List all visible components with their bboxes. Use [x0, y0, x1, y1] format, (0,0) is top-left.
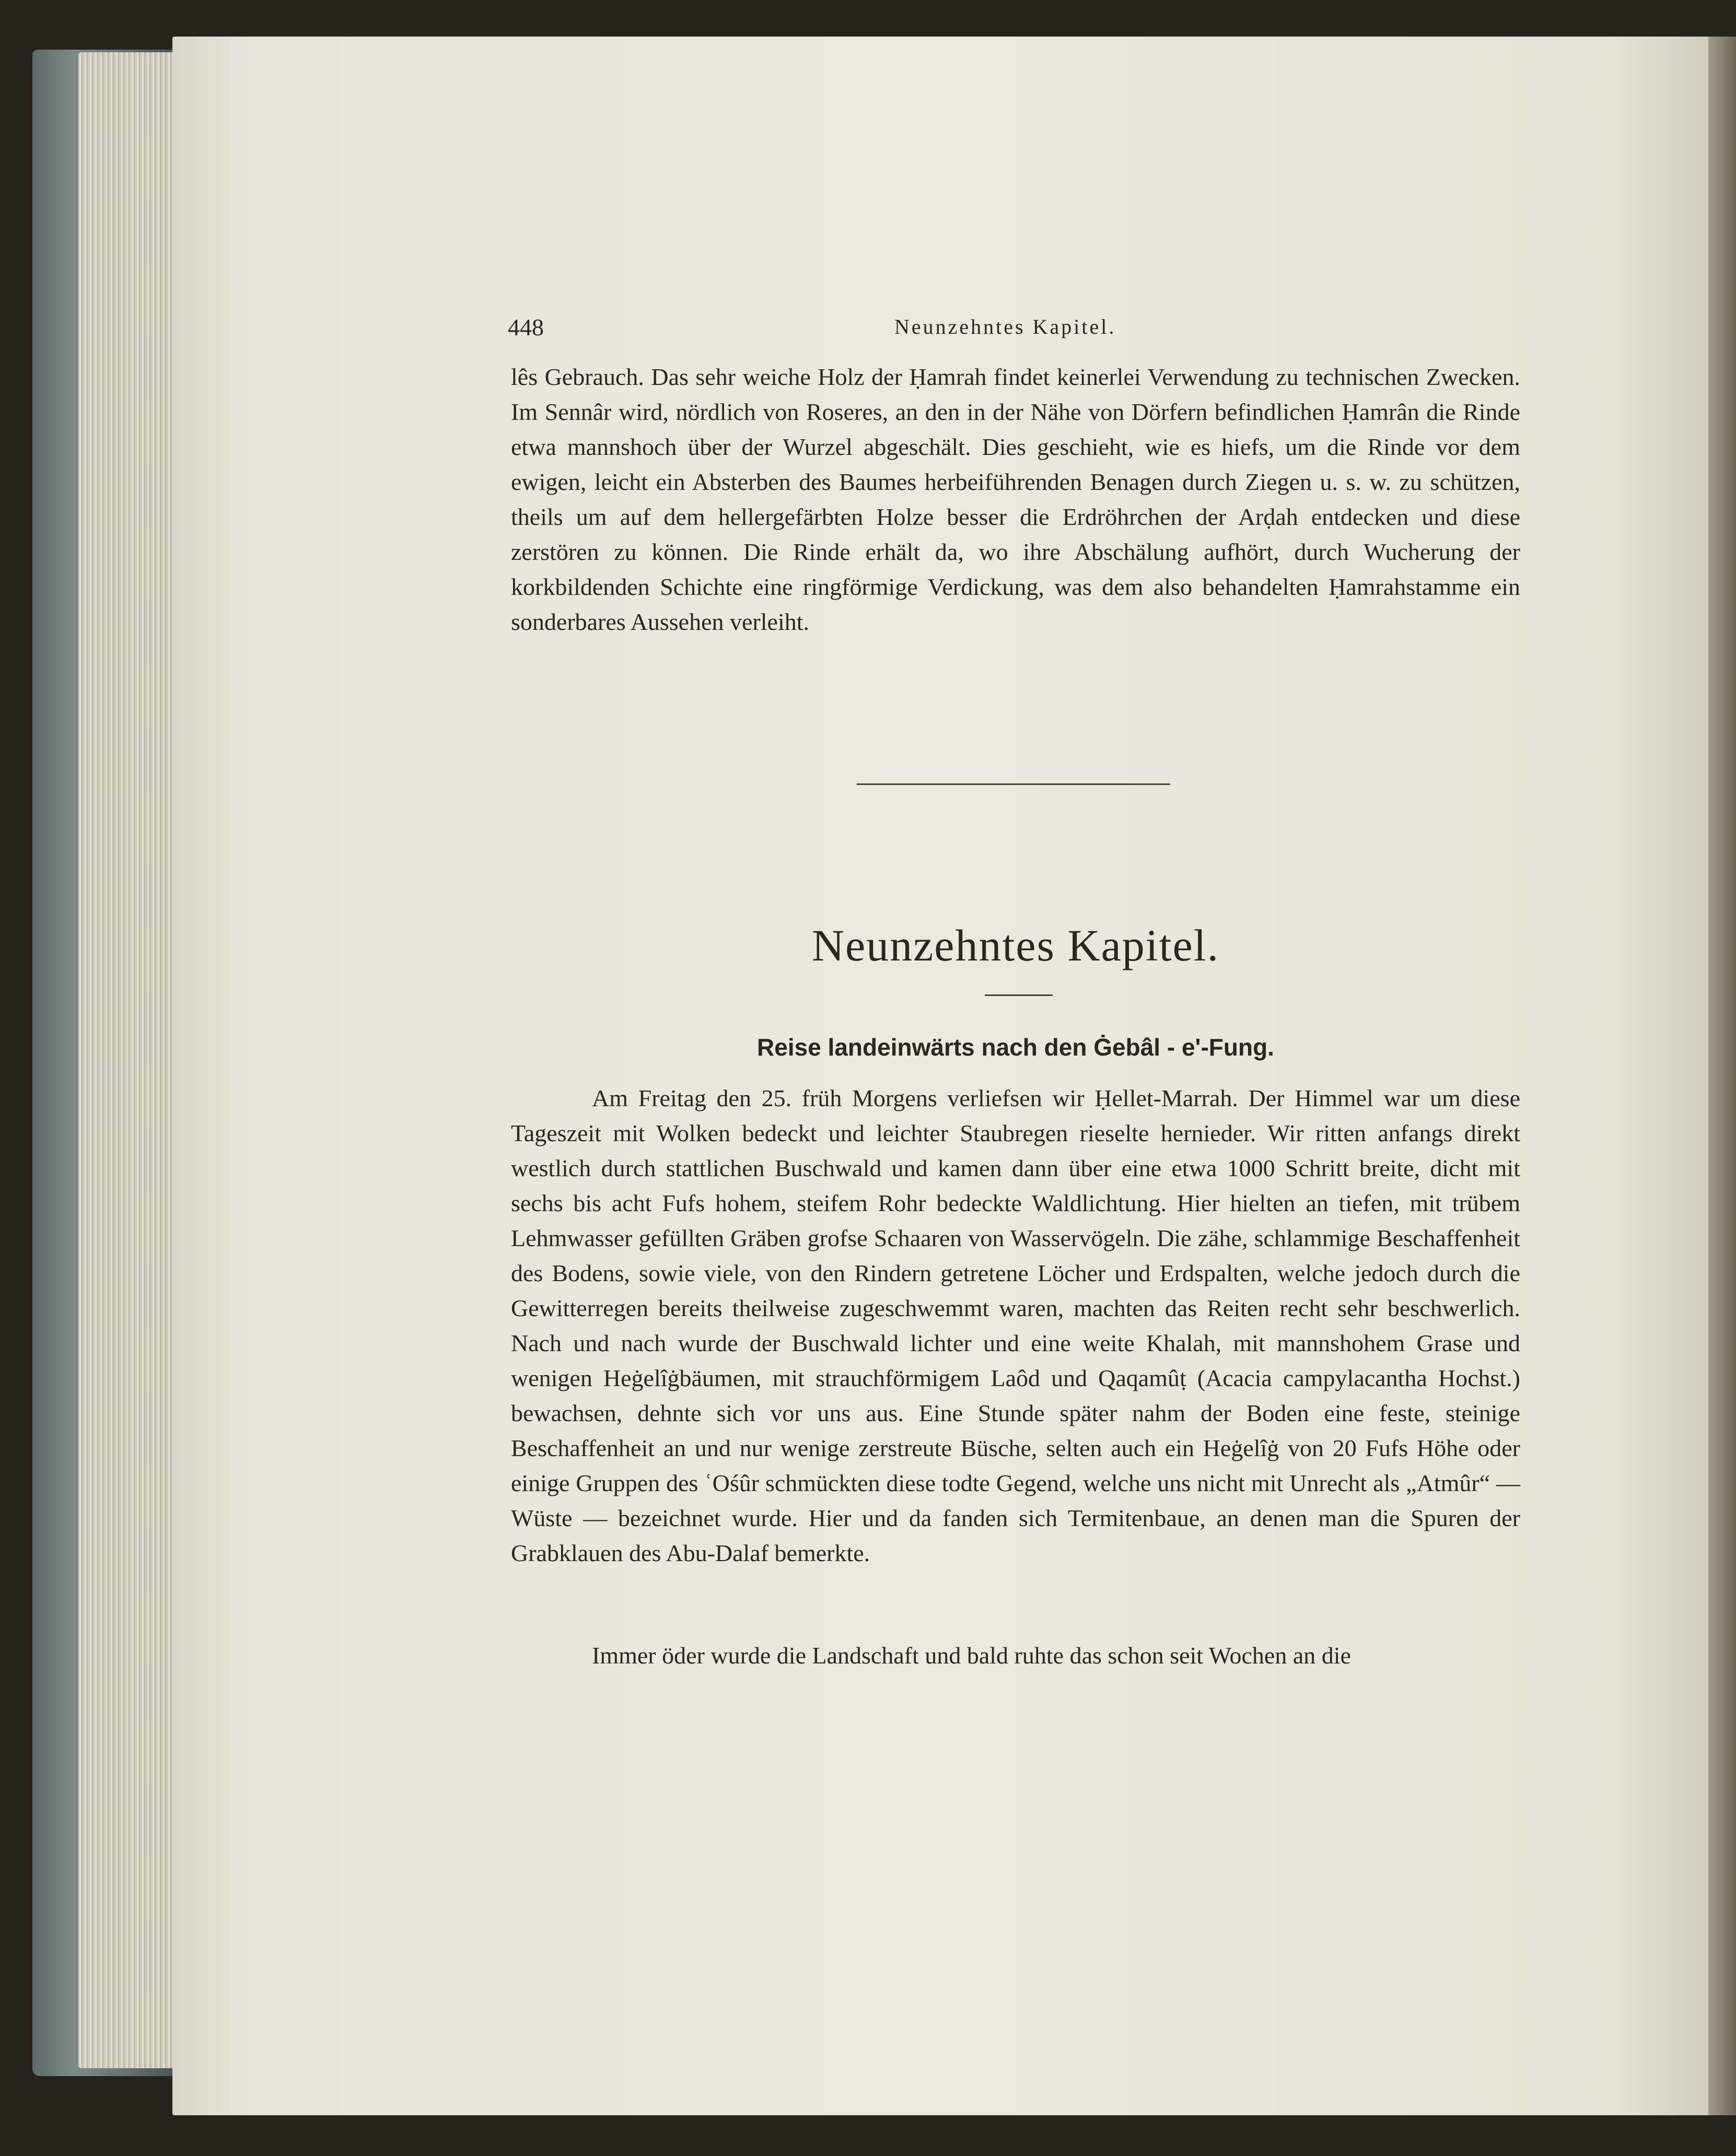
paragraph-text: Am Freitag den 25. früh Morgens verliefsen wir Ḥellet-Marrah. Der Himmel war um diese Tageszeit mit Wolken bedeckt und leichter Staubregen rieselte hernieder. Wir ritten anfangs direkt westlich durch stattlichen Buschwald und kamen dann über eine etwa 1000 Schritt breite, dicht mit sechs bis acht Fufs hohem, steifem Rohr bedeckte Waldlichtung. Hier hielten an tiefen, mit trübem Lehmwasser gefüllten Gräben grofse Schaaren von Wasservögeln. Die zähe, schlammige Beschaffenheit des Bodens, sowie viele, von den Rindern getretene Löcher und Erdspalten, welche jedoch durch die Gewitterregen bereits theilweise zugeschwemmt waren, machten das Reiten recht sehr beschwerlich. Nach und nach wurde der Buschwald lichter und eine weite Khalah, mit mannshohem Grase und wenigen Heġelîġbäumen, mit strauchförmigem Laôd und Qaqamûṭ (Acacia campylacantha Hochst.) bewachsen, dehnte sich vor uns aus. Eine Stunde später nahm der Boden eine feste, steinige Beschaffenheit an und nur wenige zerstreute Büsche, selten auch ein Heġelîġ von 20 Fufs Höhe oder einige Gruppen des ʿOśûr schmückten diese todte Gegend, welche uns nicht mit Unrecht als „Atmûr“ — Wüste — bezeichnet wurde. Hier und da fanden sich Termitenbaue, an denen man die Spuren der Grabklauen des Abu-Dalaf bemerkte.: [511, 1085, 1520, 1566]
paragraph: [511, 1081, 1520, 1571]
paragraph-text: Immer öder wurde die Landschaft und bald ruhte das schon seit Wochen an die: [592, 1642, 1351, 1669]
page-number: 448: [508, 314, 544, 341]
paragraph: [511, 1638, 1520, 1673]
paragraph: [511, 359, 1520, 639]
chapter-title: Neunzehntes Kapitel.: [811, 920, 1220, 970]
chapter-subtitle: Reise landeinwärts nach den Ġebâl - e'-Fung.: [757, 1034, 1274, 1061]
book-page: [172, 37, 1719, 2115]
running-head: Neunzehntes Kapitel.: [894, 315, 1116, 338]
section-divider: [857, 783, 1170, 785]
chapter-title-rule: [985, 994, 1053, 996]
paragraph-text: lês Gebrauch. Das sehr weiche Holz der Ḥamrah findet keinerlei Verwendung zu technischen Zwecken. Im Sennâr wird, nördlich von Roseres, an den in der Nähe von Dörfern befindlichen Ḥamrân die Rinde etwa mannshoch über der Wurzel abgeschält. Dies geschieht, wie es hiefs, um die Rinde vor dem ewigen, leicht ein Absterben des Baumes herbeiführenden Benagen durch Ziegen u. s. w. zu schützen, theils um auf dem hellergefärbten Holze besser die Erdröhrchen der Arḍah entdecken und diese zerstören zu können. Die Rinde erhält da, wo ihre Abschälung aufhört, durch Wucherung der korkbildenden Schichte eine ringförmige Verdickung, was dem also behandelten Ḥamrahstamme ein sonderbares Aussehen verleiht.: [511, 364, 1520, 635]
next-page-edge: [1708, 37, 1736, 2115]
